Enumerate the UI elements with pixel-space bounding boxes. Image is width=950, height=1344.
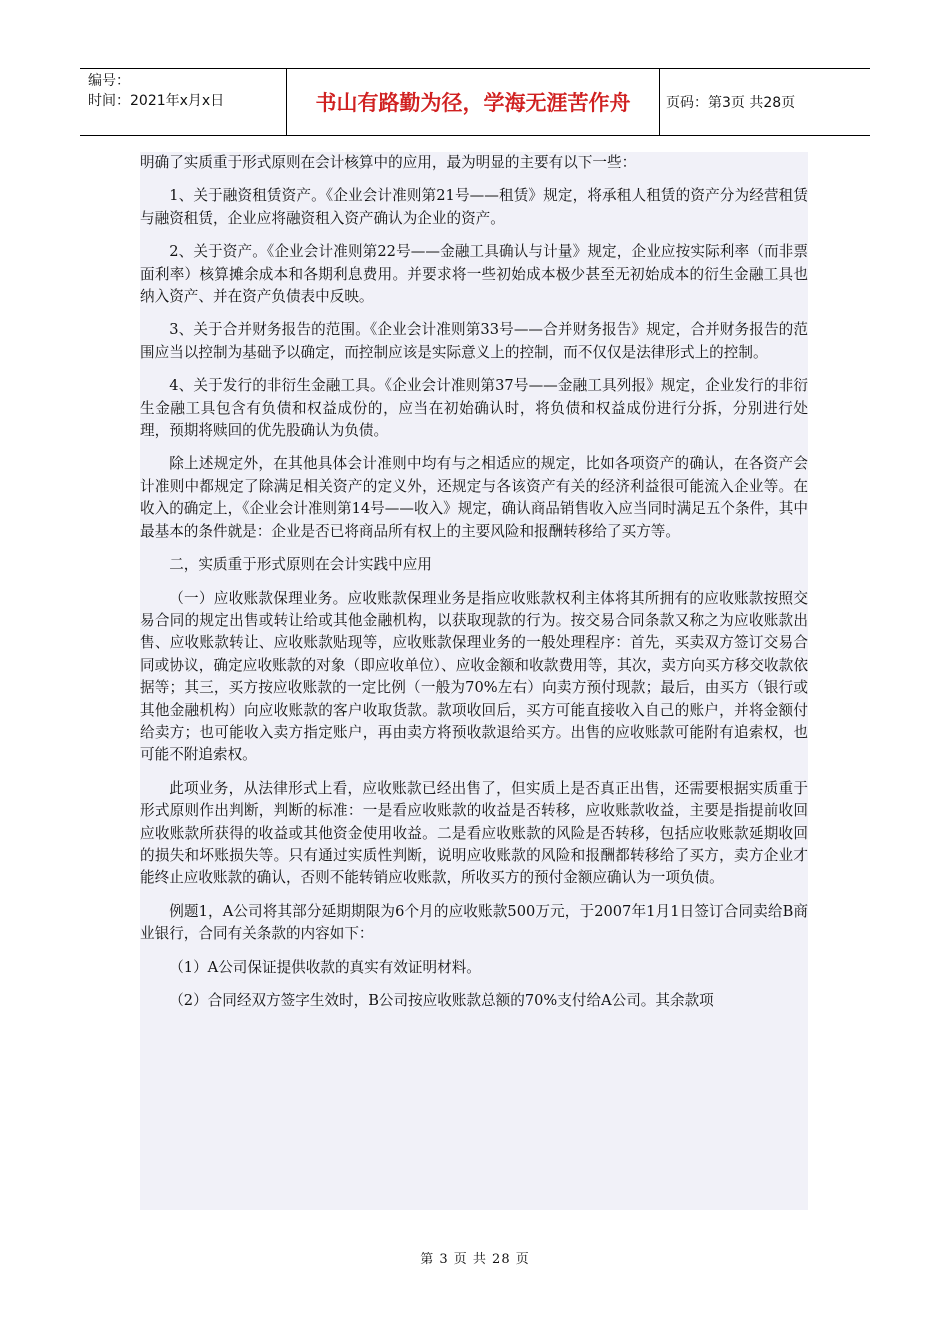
paragraph-item-2: 2、关于资产。《企业会计准则第22号——金融工具确认与计量》规定，企业应按实际利率（而非票面利率）核算摊余成本和各期利息费用。并要求将一些初始成本极少甚至无初始成本的衍生金融工具也纳入资产、并在资产负债表中反映。: [140, 243, 808, 306]
paragraph-factoring: （一）应收账款保理业务。应收账款保理业务是指应收账款权利主体将其所拥有的应收账款按照交易合同的规定出售或转让给或其他金融机构，以获取现款的行为。按交易合同条款又称之为应收账款出售、应收账款转让、应收账款贴现等，应收账款保理业务的一般处理程序：首先，买卖双方签订交易合同或协议，确定应收账款的对象（即应收单位）、应收金额和收款费用等，其次，卖方向买方移交收款依据等；其三，买方按应收账款的一定比例（一般为70%左右）向卖方预付现款；最后，由买方（银行或其他金融机构）向应收账款的客户收取货款。款项收回后，买方可能直接收入自己的账户，并将金额付给卖方；也可能收入卖方指定账户，再由卖方将预收款退给买方。出售的应收账款可能附有追索权，也可能不附追索权。: [140, 589, 808, 764]
paragraph-item-3: 3、关于合并财务报告的范围。《企业会计准则第33号——合并财务报告》规定，合并财务报告的范围应当以控制为基础予以确定，而控制应该是实际意义上的控制，而不仅仅是法律形式上的控制。: [140, 321, 808, 361]
paragraph-item-1: 1、关于融资租赁资产。《企业会计准则第21号——租赁》规定，将承租人租赁的资产分为经营租赁与融资租赁，企业应将融资租入资产确认为企业的资产。: [140, 187, 808, 227]
paragraph-example-1: 例题1，A公司将其部分延期期限为6个月的应收账款500万元，于2007年1月1日签订合同卖给B商业银行，合同有关条款的内容如下：: [140, 902, 808, 943]
header-meta: [80, 69, 287, 135]
paragraph-judgement: 此项业务，从法律形式上看，应收账款已经出售了，但实质上是否真正出售，还需要根据实质重于形式原则作出判断，判断的标准：一是看应收账款的收益是否转移，应收账款收益，主要是指提前收回应收账款所获得的收益或其他资金使用收益。二是看应收账款的风险是否转移，包括应收账款延期收回的损失和坏账损失等。只有通过实质性判断，说明应收账款的风险和报酬都转移给了买方，卖方企业才能终止应收账款的确认，否则不能转销应收账款，所收买方的预付金额应确认为一项负债。: [140, 779, 808, 887]
paragraph-example-item-1: （1）A公司保证提供收款的真实有效证明材料。: [169, 958, 481, 976]
paragraph-example-item-2: （2）合同经双方签字生效时，B公司按应收账款总额的70%支付给A公司。其余款项: [169, 992, 714, 1009]
paragraph-item-4: 4、关于发行的非衍生金融工具。《企业会计准则第37号——金融工具列报》规定，企业发行的非衍生金融工具包含有负债和权益成份的，应当在初始确认时，将负债和权益成份进行分拆，分别进行处理，预期将赎回的优先股确认为负债。: [140, 377, 808, 440]
page-footer: 第 3 页 共 28 页: [420, 1252, 530, 1267]
header-motto: 书山有路勤为径，学海无涯苦作舟: [287, 69, 660, 135]
document-number-label: 编号：: [88, 73, 130, 89]
document-body: [140, 152, 808, 1210]
section-heading: 二，实质重于形式原则在会计实践中应用: [169, 556, 432, 574]
page-header: [80, 68, 870, 136]
document-time-label: 时间：2021年x月x日: [88, 93, 225, 109]
paragraph-intro: 明确了实质重于形式原则在会计核算中的应用，最为明显的主要有以下一些：: [140, 154, 637, 171]
header-page-info: 页码：第3页 共28页: [666, 95, 796, 111]
paragraph-other-rules: 除上述规定外，在其他具体会计准则中均有与之相适应的规定，比如各项资产的确认，在各资产会计准则中都规定了除满足相关资产的定义外，还规定与各该资产有关的经济利益很可能流入企业等。在收入的确定上，《企业会计准则第14号——收入》规定，确认商品销售收入应当同时满足五个条件，其中最基本的条件就是：企业是否已将商品所有权上的主要风险和报酬转移给了买方等。: [140, 455, 808, 540]
